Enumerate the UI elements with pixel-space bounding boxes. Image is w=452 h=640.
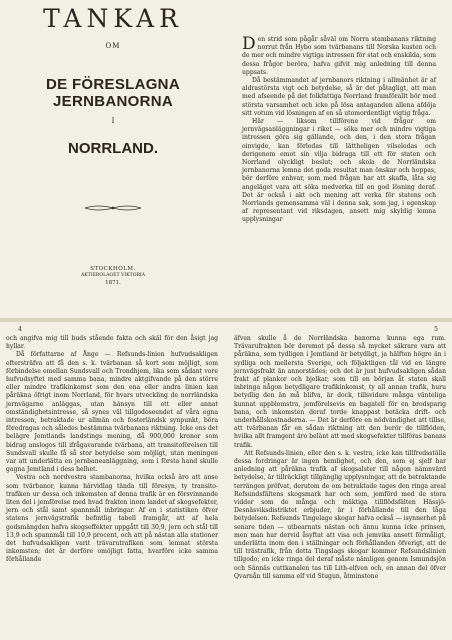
title-connector-om: OM [105,42,121,50]
paragraph: Att Refsunds-linien, eller den s. k. vestra, icke kan tillfredsställa dessa fordringar är ingen hemlighet, och den, som ej sjelf har anledning att påräkna trafik af skogsalster till någon nämnvärd betydelse, är tillräckligt tillgänglig upplysningar, att de betraktande terrängen pröfvat, derutom de om betraktade tages den ringa areal Refsundsfältens skogsmark har och som, jemförd med de stora vidder som de många och mäktiga tillflödsfälten Hässjö-Desnäsviksdistriktet erbjuder, är i förhållande till den låga betydelsen. Refsunds Tingelage skogar hafva också — isynnerhet på senare tiden — utbearnats nästan och ännu kunna icke prinsen, men man har dervid åsyftat att visa och jemvika ansett förmåligt, underlätta inom den i ställningar och förhållanden öfverigt, att de till trästrafik, från detta Tingslags skogar kommer Refsundslinien tillgodo; en icke ringa del deraf måste nämligen genom Ismundsjön och Sännäs cuttkanalen tas till Lith-elfven och, en annan del öfver Qvarnån till samma elf vid Stugun, åtminstone [234,449,446,580]
imprint-printer: AKTIEBOLAGET VIKTORIA [80,273,146,278]
paragraph: och angifva mig till buds stående fakta och skäl för den åsigt jag hyllar. [6,335,218,351]
paragraph: Här — liksom tillförene vid frågor om jernvägsanläggningar i riket — söka mer och mindre vigtiga intressen göra sig gällande, och den, i den stora frågan oinvigde, kan förledas till lättheligen vilseledas och derigenom emot sin vilja bidraga till ett för staten och Norrland olyckligt beslut; och skola de Norrländska jernbanorna lemna det goda resultat man önskar och hoppas, bör derföre enhvar, som med frågan har att skaffa, låta sig angeläget vara att söka medverka till en god lösning deraf. Det är också i akt och mening att verka för statens och Norrlands gemensamma väl i denna sak, som jag, i egenskap af representant vid riksdagen, ansett mig skyldig lemna upplysningar [242,118,436,224]
paragraph: Vestra och nordvestra stambanorna, hvilka också äro att anse som tvärbanor, kunna härvidlag tända till föresyn, ty transito-trafiken ur dessa och inkomsten af denna trafik är en försvinnande liten del i jemförelse med hvad frakten inom landet af skogsefekter, jern och stål samt spannmål inbringar. Af en i statistiken öfver statens jernvägstrafik befintlig tabell framgår, att af hela godsmängden hafva skogseffekter uppgått till 30,9, jern och stål till 13,9 och spannmål till 10,9 procent, och att på nästan alla stationer det hufvudsakligen varit trävarutrafiken som lemnat största inkomsten; det är derföre omöjligt fatta, hvarföre icke samma förhållande [6,474,218,564]
book-title: TANKAR [43,4,183,33]
drop-cap: D [242,34,256,54]
text-page-5 [226,322,452,640]
title-page [0,0,226,318]
page-number: 5 [434,326,438,333]
title-connector-i: I [111,117,115,125]
book-region: NORRLAND. [68,140,158,157]
paragraph [242,36,436,77]
paragraph-text: en strid som pågår såväl om Norra stambanans riktning norrut från Hybo som tvärbanans till Norska kusten och de mer och mindre vigtiga intressen för stat och enskilda, som dessa frågor beröra, hafva gifvit mig anledning till denna uppsats. [242,36,436,76]
text-page-4 [0,322,226,640]
page-5-text-block [234,335,446,581]
ornament-divider-icon [83,204,143,212]
opening-text-block [242,36,436,225]
paragraph: äfven skulle å de Norrländska banorna kunna ega rum. Trävarufrakten bör deremot på dessa så mycket säkrare vara att påräkna, som tydligen i Jemtland är betydligt, ja hälften högre än i sydliga och mellersta Sverige, och följaktligen tål vid en längre jernvägsfrakt än annorstädes; och det är just hufvudsakligen sådan frakt af plankor och bjelkar, som till en början åt staten skall inbringa någon betydligare trafikinkomst, ty all annan trafik, huru betydlig den än må blifva, är dock, tillsvidare många vänteliga kunnat uppblomstra, jemförelsevis en bagatell för en brodsparig bana, och inkomsten deraf torde knappast betäcka drift- och underhållskostnaderna. — Det är derföre en nödvändighet att tillse, att tvärbanan får en sådan riktning att den berör de tillflöden, hvilka allt framgent äro belänt att med skogsefekter tillföras banans trafik. [234,335,446,449]
page-number: 4 [18,326,22,333]
text-page-opening [226,0,452,318]
page-4-text-block [6,335,218,565]
paragraph: Då bestämmandet af jernbanors riktning i allmänhet är af aldrastörsta vigt och betydelse, så är det påtagligt, att man med afseende på det folkfattiga Norrland framförallt bör med största varsamhet och icke på lösa antaganden allena afdöja sitt votum vid lösningen af en så utomordentligt vigtig fråga. [242,77,436,117]
imprint-city: STOCKHOLM. [90,266,136,272]
paragraph: Då författarne af Ånge — Refsunds-linien hufvudsakligen eftersträfva att få den s. k. tvärbanan så kort som möjligt, som förbindelse emellan Sundsvall och Trondhjem, lika som sådant vore hufvudsyftet med samma bana, mindre aktgifvande på den större eller mindre trafikinkomst som den ena eller andra linien kan påräkna öfrigt inom Norrland, för hvars utveckling de norrländska jernvägarne anläggas, utan hänsyn till ett eller annat omständighetsintresse, så synes väl tillgodoseendet af våra egna intressen, betraktade ur allmän och fosterländsk synpunkt, böra föredragas och således bestämma tvärbanans riktning. Icke ens det belägre Jemtlands landstings mening, då 900,000 kronor som bidrag anslogos till ifrågavarande tvärbana, att transitoförelsen till Sundsvall skulle få så stor betydelse som möjligt, utan meningen var att underlätta en jernbaneanläggning, som i första hand skulle gagna Jemtland i dess helhet. [6,351,218,474]
imprint-year: 1871. [105,280,121,286]
book-subtitle: DE FÖRESLAGNA JERNBANORNA [46,76,180,110]
